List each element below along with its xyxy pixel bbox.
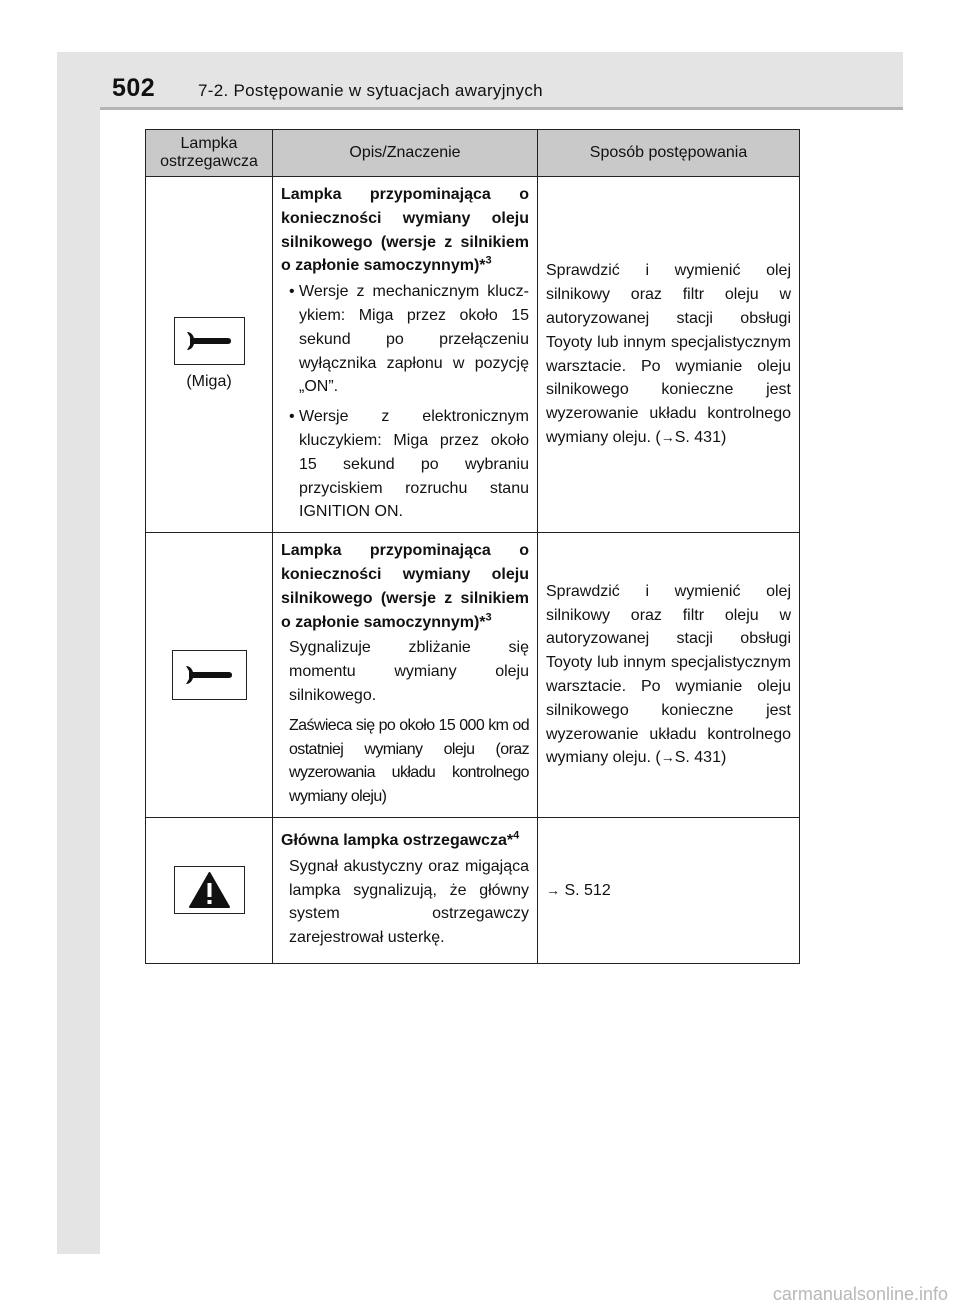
description-cell xyxy=(273,177,538,533)
lamp-title: Lampka przypominająca o konieczności wymiany oleju silnikowego (wersje z silnikiem o zapłonie samoczynnym)*$^3$ xyxy=(281,186,529,275)
table-header-row xyxy=(146,130,800,177)
section-title: 7-2. Postępowanie w sytuacjach awaryjnych xyxy=(198,81,543,100)
description-text: Zaświeca się po około 15 000 km od ostatniej wymiany oleju (oraz wyzerowania układu kontrolnego wymiany oleju) xyxy=(289,716,529,806)
action-text: Sprawdzić i wymienić olej silnikowy oraz filtr oleju w autoryzowanej stacji obsługi Toyoty lub innym specjalistycznym warsztacie. Po wymianie oleju silnikowego konieczne jest wyzerowanie układu kontrolnego wymiany oleju. (→S. 431) xyxy=(546,582,791,767)
description-text: Sygnał akustyczny oraz migająca lampka sygnalizują, że główny system ostrzegawczy zarejestrował usterkę. xyxy=(289,857,529,947)
action-cell xyxy=(538,533,800,818)
warning-lamp-table xyxy=(145,129,800,964)
action-cell xyxy=(538,817,800,963)
action-cell xyxy=(538,177,800,533)
table-row xyxy=(146,177,800,533)
column-header-action: Sposób postępowania xyxy=(538,130,800,177)
lamp-cell xyxy=(146,817,273,963)
warning-triangle-icon xyxy=(174,866,245,914)
wrench-icon xyxy=(172,650,247,700)
action-text: → S. 512 xyxy=(546,881,611,899)
lamp-title: Główna lampka ostrzegawcza*$^4$ xyxy=(281,829,520,849)
description-text: Sygnalizuje zbliżanie się momentu wymiany oleju silnikowego. xyxy=(289,639,529,704)
arrow-icon: → xyxy=(660,749,675,766)
action-text: Sprawdzić i wymienić olej silnikowy oraz filtr oleju w autoryzowanej stacji obsługi Toyoty lub innym specjalistycznym warsztacie. Po wymianie oleju silnikowego konieczne jest wyzerowanie układu kontrolnego wymiany oleju. (→S. 431) xyxy=(546,262,791,446)
header-rule xyxy=(100,107,903,110)
column-header-description: Opis/Znaczenie xyxy=(273,130,538,177)
lamp-cell xyxy=(146,533,273,818)
arrow-icon: → xyxy=(660,428,675,445)
column-header-lamp: Lampka ostrzegawcza xyxy=(146,130,273,177)
wrench-icon xyxy=(174,317,245,365)
table-row xyxy=(146,533,800,818)
table-row xyxy=(146,817,800,963)
blink-note: (Miga) xyxy=(186,372,232,390)
side-strip xyxy=(57,52,100,1254)
bullet-electronic-key: • Wersje z elektronicznym kluczykiem: Miga przez około 15 sekund po wybraniu przyciskiem rozruchu stanu IGNITION ON. xyxy=(281,405,529,524)
arrow-icon: → xyxy=(546,881,560,898)
lamp-cell xyxy=(146,177,273,533)
page-number: 502 xyxy=(112,74,156,102)
description-cell xyxy=(273,533,538,818)
description-cell xyxy=(273,817,538,963)
bullet-mechanical-key: • Wersje z mechanicznym kluczykiem: Miga przez około 15 sekund po przełączeniu wyłącznika zapłonu w pozycję „ON”. xyxy=(281,280,529,399)
lamp-title: Lampka przypominająca o konieczności wymiany oleju silnikowego (wersje z silnikiem o zapłonie samoczynnym)*$^3$ xyxy=(281,542,529,631)
watermark: carmanualsonline.info xyxy=(772,1284,948,1304)
